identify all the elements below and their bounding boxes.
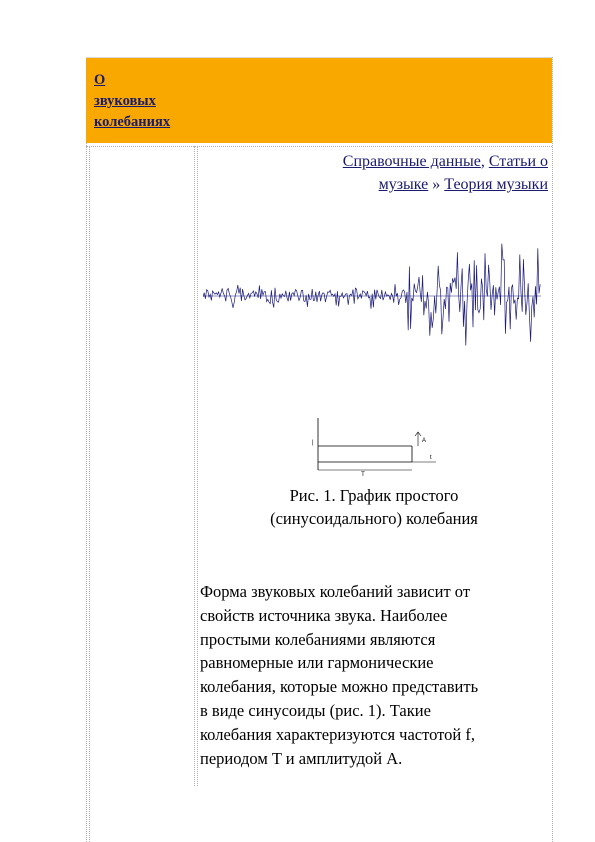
caption-line-2: (синусоидального) колебания (270, 509, 478, 528)
table-left-border (86, 143, 87, 842)
waveform-path (203, 244, 540, 346)
table-row-divider (86, 146, 552, 147)
table-inner-left-border (89, 146, 90, 842)
body-line: свойств источника звука. Наиболее (200, 605, 448, 625)
body-line: Форма звуковых колебаний зависит от (200, 582, 471, 601)
body-line: колебания характеризуются частотой f, (200, 724, 475, 744)
body-line: колебания, которые можно представить (200, 677, 479, 697)
diagram-label-amplitude: A (422, 438, 427, 444)
oscillation-diagram (308, 414, 438, 478)
diagram-label-time: t (430, 455, 432, 461)
breadcrumb-link-music-theory[interactable]: Теория музыки (444, 176, 548, 193)
body-line: периодом T и амплитудой A. (200, 748, 403, 768)
breadcrumb (200, 150, 548, 196)
figure-caption (200, 484, 548, 530)
header-cell (86, 57, 552, 143)
breadcrumb-separator: » (428, 176, 445, 193)
page-title-link[interactable] (94, 70, 214, 133)
body-paragraph (200, 580, 552, 770)
title-line-1: О (94, 72, 106, 88)
breadcrumb-link-articles-part1: Статьи о (488, 153, 548, 170)
diagram-axis-tick: | (312, 440, 314, 446)
title-line-2: звуковых (94, 93, 156, 109)
table-right-border (552, 57, 553, 842)
body-line: в виде синусоиды (рис. 1). Такие (200, 700, 431, 720)
body-line: простыми колебаниями являются (200, 629, 436, 649)
breadcrumb-link-reference[interactable]: Справочные данные (342, 153, 481, 170)
waveform-strokes (203, 244, 541, 346)
diagram-label-period: T (361, 472, 365, 478)
table-column-divider-inner (197, 146, 198, 786)
title-line-3: колебаниях (94, 114, 171, 130)
breadcrumb-link-articles-part2: музыке (378, 176, 429, 193)
body-line: равномерные или гармонические (200, 653, 434, 673)
table-column-divider (194, 146, 195, 786)
caption-line-1: Рис. 1. График простого (289, 486, 459, 505)
breadcrumb-comma: , (480, 153, 489, 170)
waveform-image (203, 240, 543, 352)
